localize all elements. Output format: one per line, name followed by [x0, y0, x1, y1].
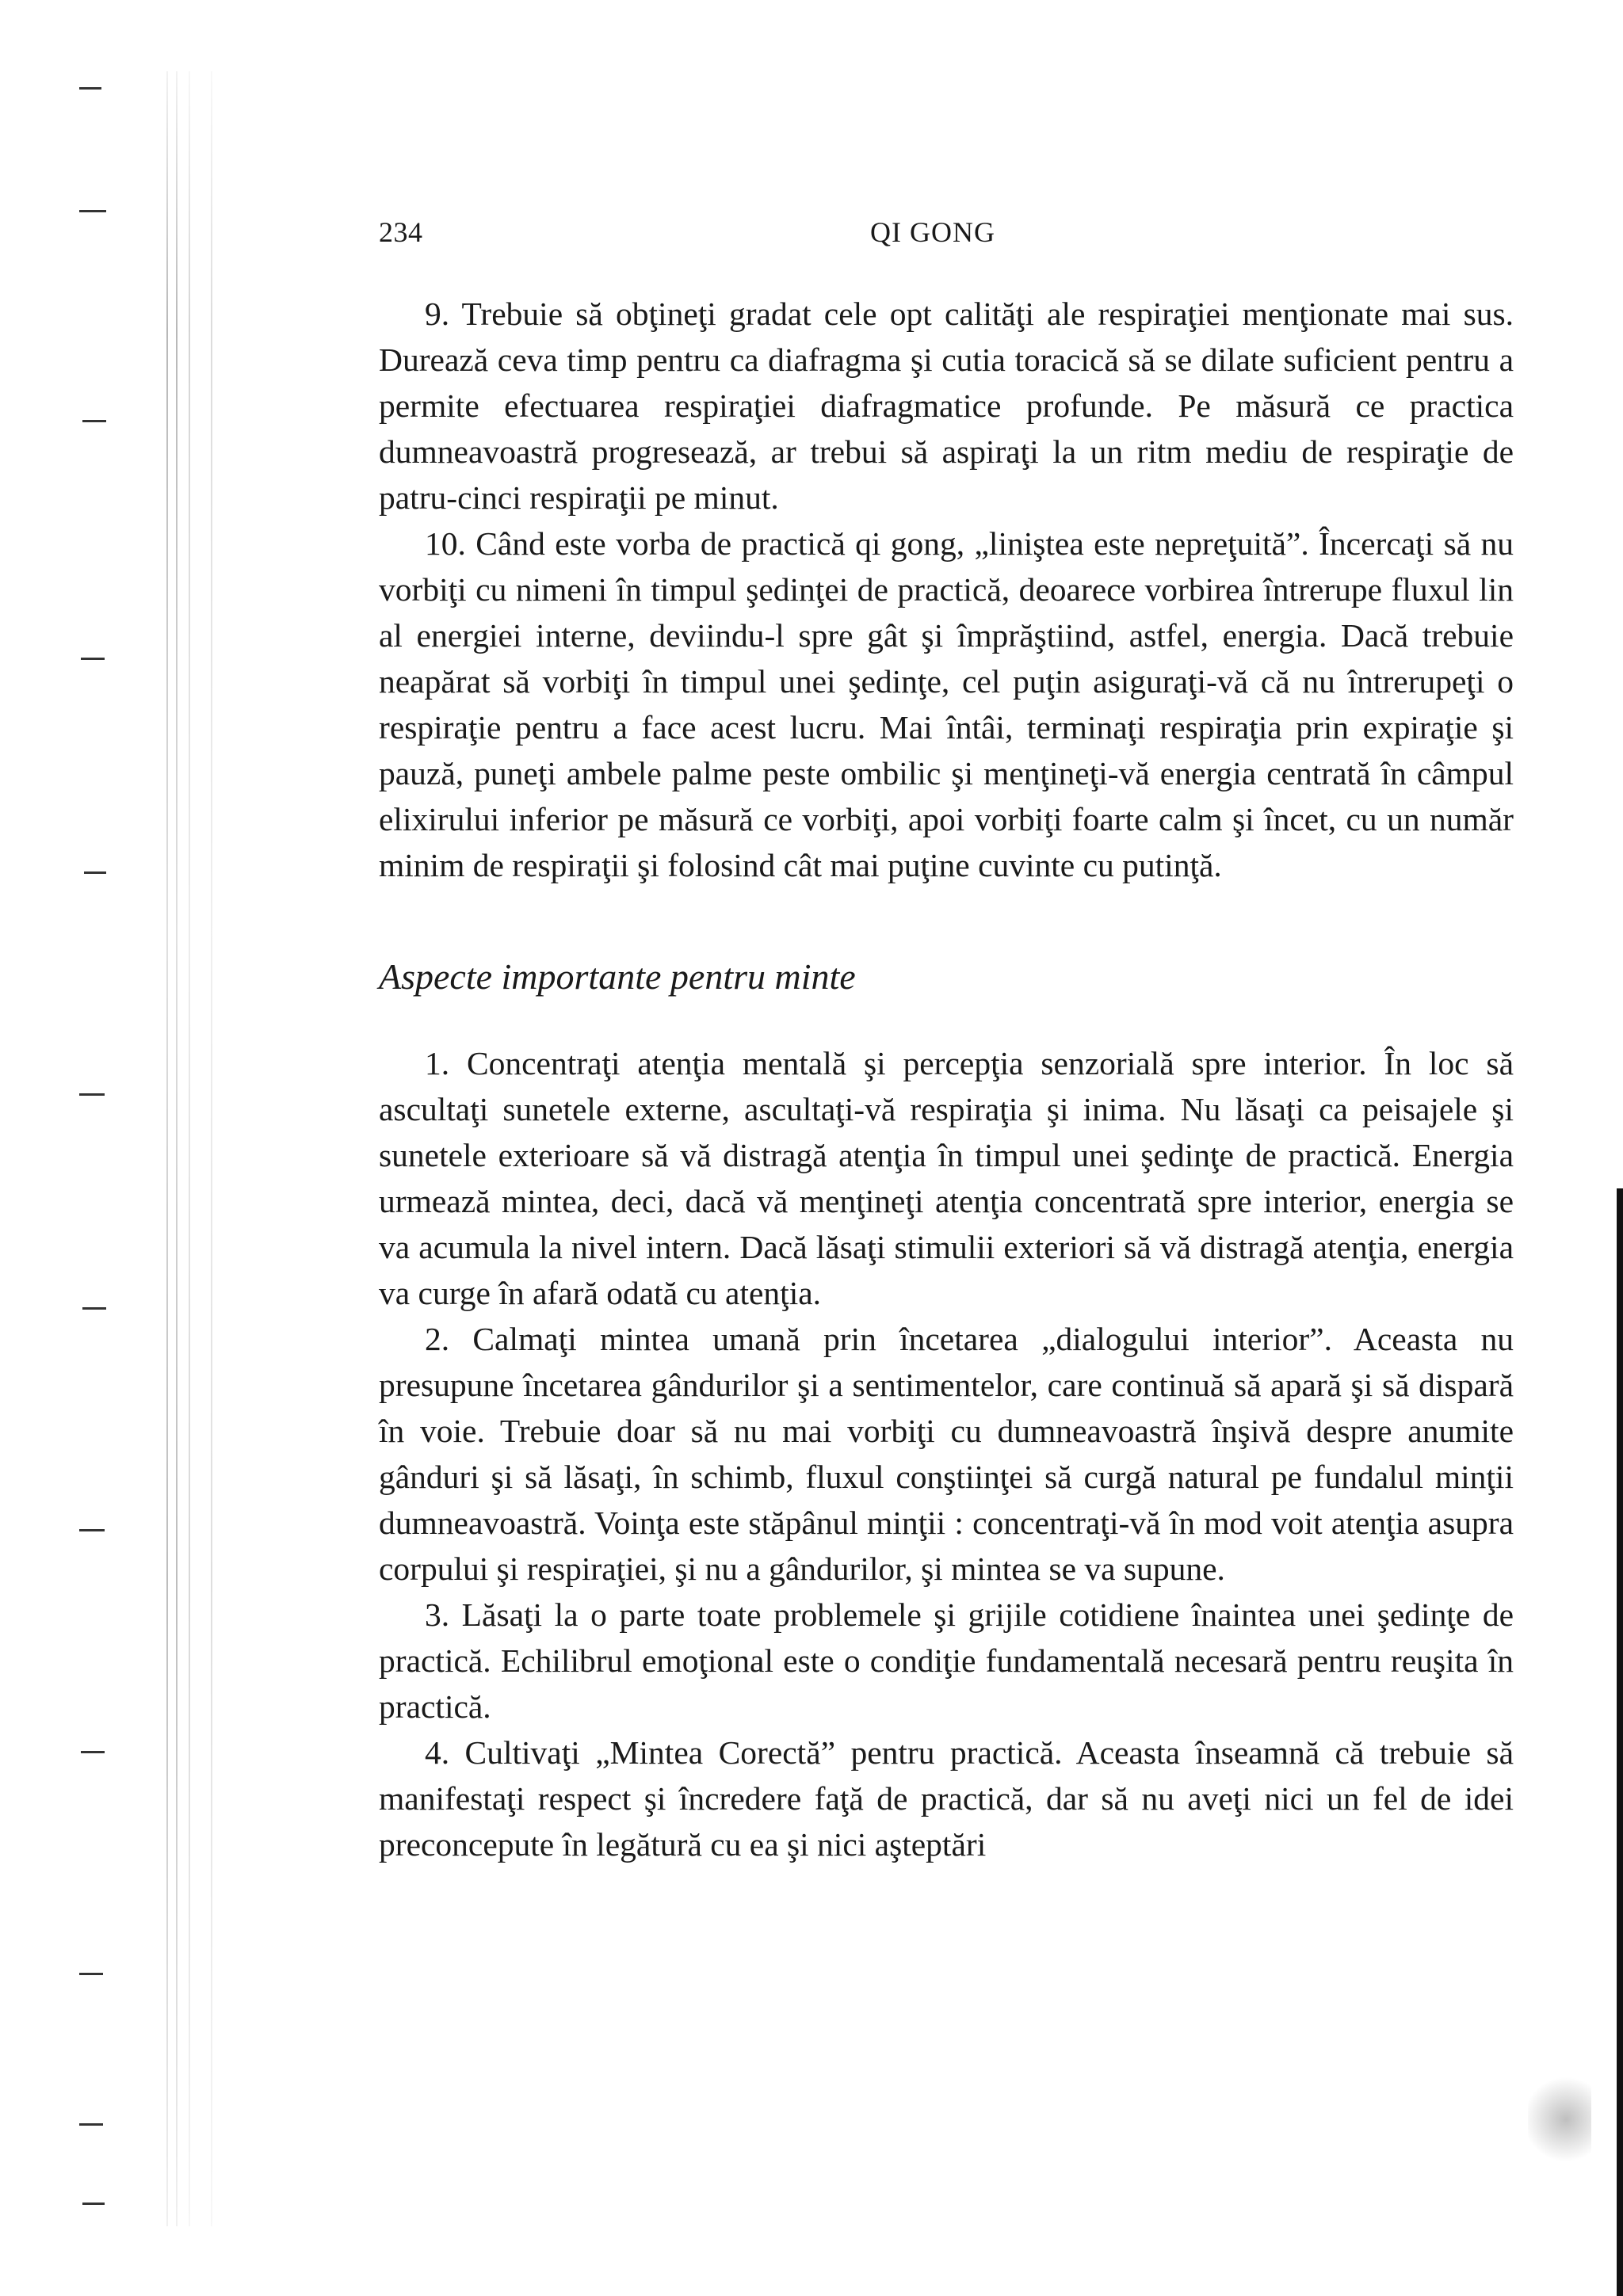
paragraph: 3. Lăsaţi la o parte toate problemele şi grijile cotidiene înaintea unei şedinţe de practică. Echilibrul emoţional este o condiţie fundamentală necesară pentru reuşita în practică.	[379, 1596, 1514, 1725]
gutter-mark	[82, 2203, 105, 2205]
gutter-mark	[81, 1751, 105, 1753]
paragraph: 4. Cultivaţi „Mintea Corectă” pentru practică. Aceasta înseamnă că trebuie să manifestaţi respect şi încredere faţă de practică, dar să nu aveţi nici un fel de idei preconcepute în legătură cu ea şi nici aşteptări	[379, 1734, 1514, 1863]
paragraph: 2. Calmaţi mintea umană prin încetarea „dialogului interior”. Aceasta nu presupune încetarea gândurilor şi a sentimentelor, care continuă să apară şi să dispară în voie. Trebuie doar să nu mai vorbiţi cu dumneavoastră înşivă despre anumite gânduri şi să lăsaţi, în schimb, fluxul conştiinţei să curgă natural pe fundalul minţii dumneavoastră. Voinţa este stăpânul minţii : concentraţi-vă în mod voit atenţia asupra corpului şi respiraţiei, şi nu a gândurilor, şi mintea se va supune.	[379, 1321, 1514, 1587]
paragraph: 10. Când este vorba de practică qi gong, „liniştea este nepreţuită”. Încercaţi să nu vorbiţi cu nimeni în timpul şedinţei de practică, deoarece vorbirea întrerupe fluxul lin al energiei interne, deviindu-l spre gât şi împrăştiind, astfel, energia. Dacă trebuie neapărat să vorbiţi în timpul unei şedinţe, cel puţin asiguraţi-vă că nu întrerupeţi o respiraţie pentru a face acest lucru. Mai întâi, terminaţi respiraţia prin expiraţie şi pauză, puneţi ambele palme peste ombilic şi menţineţi-vă energia centrată în câmpul elixirului inferior pe măsură ce vorbiţi, apoi vorbiţi foarte calm şi încet, cu un număr minim de respiraţii şi folosind cât mai puţine cuvinte cu putinţă.	[379, 525, 1514, 883]
scan-edge-shadow	[1617, 1188, 1623, 2296]
gutter-line	[211, 71, 212, 2226]
running-head	[379, 208, 1514, 255]
paragraph: 9. Trebuie să obţineţi gradat cele opt calităţi ale respiraţiei menţionate mai sus. Durează ceva timp pentru ca diafragma şi cutia toracică să se dilate suficient pentru a permite efectuarea respiraţiei diafragmatice profunde. Pe măsură ce practica dumneavoastră progresează, ar trebui să aspiraţi la un ritm mediu de respiraţie de patru-cinci respiraţii pe minut.	[379, 296, 1514, 516]
paragraph: 1. Concentraţi atenţia mentală şi percepţia senzorială spre interior. În loc să ascultaţi sunetele externe, ascultaţi-vă respiraţia şi inima. Nu lăsaţi ca peisajele şi sunetele exterioare să vă distragă atenţia în timpul unei şedinţe de practică. Energia urmează mintea, deci, dacă vă menţineţi atenţia concentrată spre interior, energia se va acumula la nivel intern. Dacă lăsaţi stimulii exteriori să vă distragă atenţia, energia va curge în afară odată cu atenţia.	[379, 1045, 1514, 1311]
page-number: 234	[379, 216, 423, 248]
book-page	[379, 208, 1514, 1867]
gutter-line	[166, 71, 168, 2226]
gutter-mark	[82, 420, 106, 422]
gutter-mark	[82, 1307, 106, 1310]
running-title: QI GONG	[870, 216, 995, 248]
gutter-mark	[79, 210, 106, 212]
gutter-line	[176, 71, 178, 2226]
section-heading: Aspecte importante pentru minte	[379, 956, 856, 997]
gutter-mark	[79, 87, 101, 90]
gutter-mark	[79, 1093, 105, 1096]
scan-noise	[1528, 2060, 1591, 2179]
gutter-mark	[79, 1529, 105, 1531]
gutter-mark	[79, 2123, 103, 2126]
body-text	[379, 291, 1514, 1867]
gutter-mark	[84, 871, 106, 874]
gutter-line	[189, 71, 190, 2226]
binding-gutter	[55, 71, 238, 2226]
gutter-mark	[81, 658, 105, 660]
gutter-mark	[79, 1973, 103, 1975]
